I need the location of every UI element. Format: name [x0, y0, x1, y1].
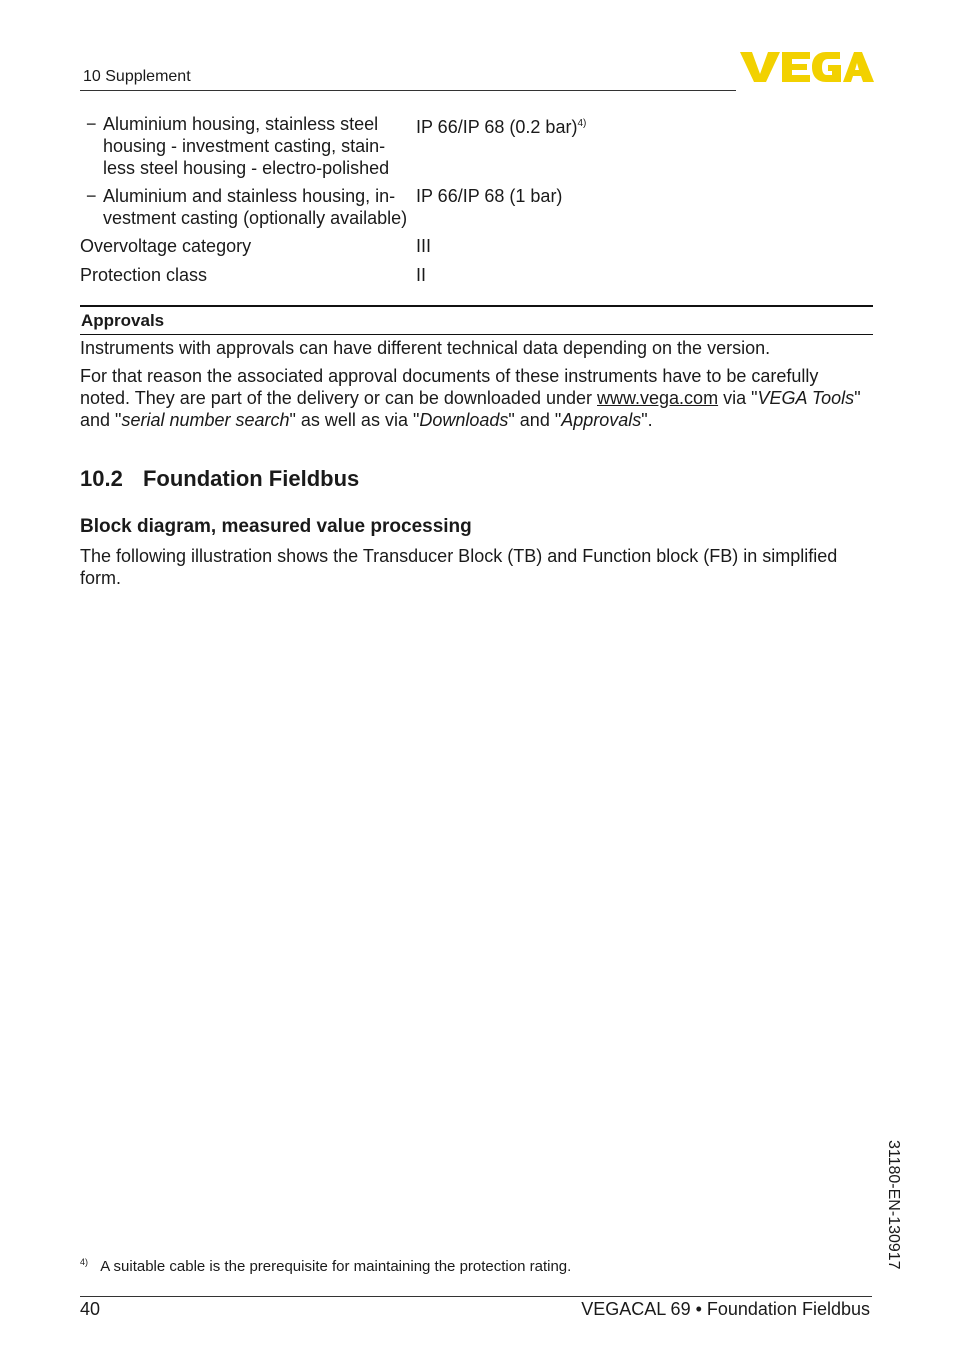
section-heading-rule — [80, 334, 873, 335]
footnote-ref: 4) — [577, 118, 587, 129]
text-span: " — [854, 388, 861, 408]
footer-rule — [80, 1296, 872, 1297]
text-span: and " — [80, 410, 122, 430]
text-line — [80, 387, 870, 409]
table-row-value: III — [416, 236, 432, 256]
table-row-value: II — [416, 265, 427, 285]
page-number: 40 — [80, 1299, 101, 1319]
approvals-paragraph-1: Instruments with approvals can have different technical data depending on the version. — [80, 338, 771, 358]
value-text: IP 66/IP 68 (0.2 bar) — [416, 117, 578, 137]
header-rule — [80, 90, 736, 91]
text-line: For that reason the associated approval documents of these instruments have to be carefully — [80, 366, 819, 386]
text-span: noted. They are part of the delivery or can be downloaded under — [80, 388, 598, 408]
text-line — [80, 409, 870, 431]
table-row-dash: − — [86, 186, 97, 206]
serial-search-term: serial number search — [121, 410, 290, 430]
section-heading — [80, 466, 359, 492]
table-row-value: IP 66/IP 68 (1 bar) — [416, 186, 563, 206]
label-line: housing - investment casting, stain- — [103, 136, 386, 156]
approvals-heading: Approvals — [81, 311, 165, 330]
approvals-term: Approvals — [561, 410, 642, 430]
text-line: form. — [80, 568, 122, 588]
label-line: Aluminium and stainless housing, in- — [103, 186, 396, 206]
label-line: Aluminium housing, stainless steel — [103, 114, 379, 134]
downloads-term: Downloads — [419, 410, 509, 430]
vega-website-link[interactable]: www.vega.com — [597, 388, 719, 408]
section-number: 10.2 — [80, 466, 123, 491]
footnote-mark: 4) — [80, 1257, 89, 1267]
section-top-rule — [80, 305, 873, 307]
table-row-label — [103, 113, 389, 179]
text-span: via " — [718, 388, 758, 408]
text-span: " and " — [508, 410, 562, 430]
vega-logo — [740, 50, 874, 84]
footnote — [80, 1257, 571, 1275]
document-id: 31180-EN-130917 — [885, 1140, 902, 1270]
approvals-paragraph-2 — [80, 365, 870, 431]
text-line: The following illustration shows the Transducer Block (TB) and Function block (FB) in simplified — [80, 546, 838, 566]
table-row-label: Overvoltage category — [80, 236, 252, 256]
subsection-paragraph — [80, 545, 870, 589]
table-row-label — [103, 185, 407, 229]
footnote-text: A suitable cable is the prerequisite for maintaining the protection rating. — [100, 1258, 572, 1275]
table-row-value — [416, 113, 586, 138]
vega-tools-term: VEGA Tools — [757, 388, 855, 408]
label-line: less steel housing - electro-polished — [103, 158, 390, 178]
text-span: ". — [641, 410, 653, 430]
text-span: " as well as via " — [289, 410, 420, 430]
subsection-heading: Block diagram, measured value processing — [80, 516, 472, 537]
table-row-dash: − — [86, 114, 97, 134]
label-line: vestment casting (optionally available) — [103, 208, 408, 228]
footer-title: VEGACAL 69 • Foundation Fieldbus — [581, 1299, 870, 1319]
section-title: Foundation Fieldbus — [142, 466, 360, 491]
header-section-label: 10 Supplement — [83, 68, 191, 85]
table-row-label: Protection class — [80, 265, 208, 285]
